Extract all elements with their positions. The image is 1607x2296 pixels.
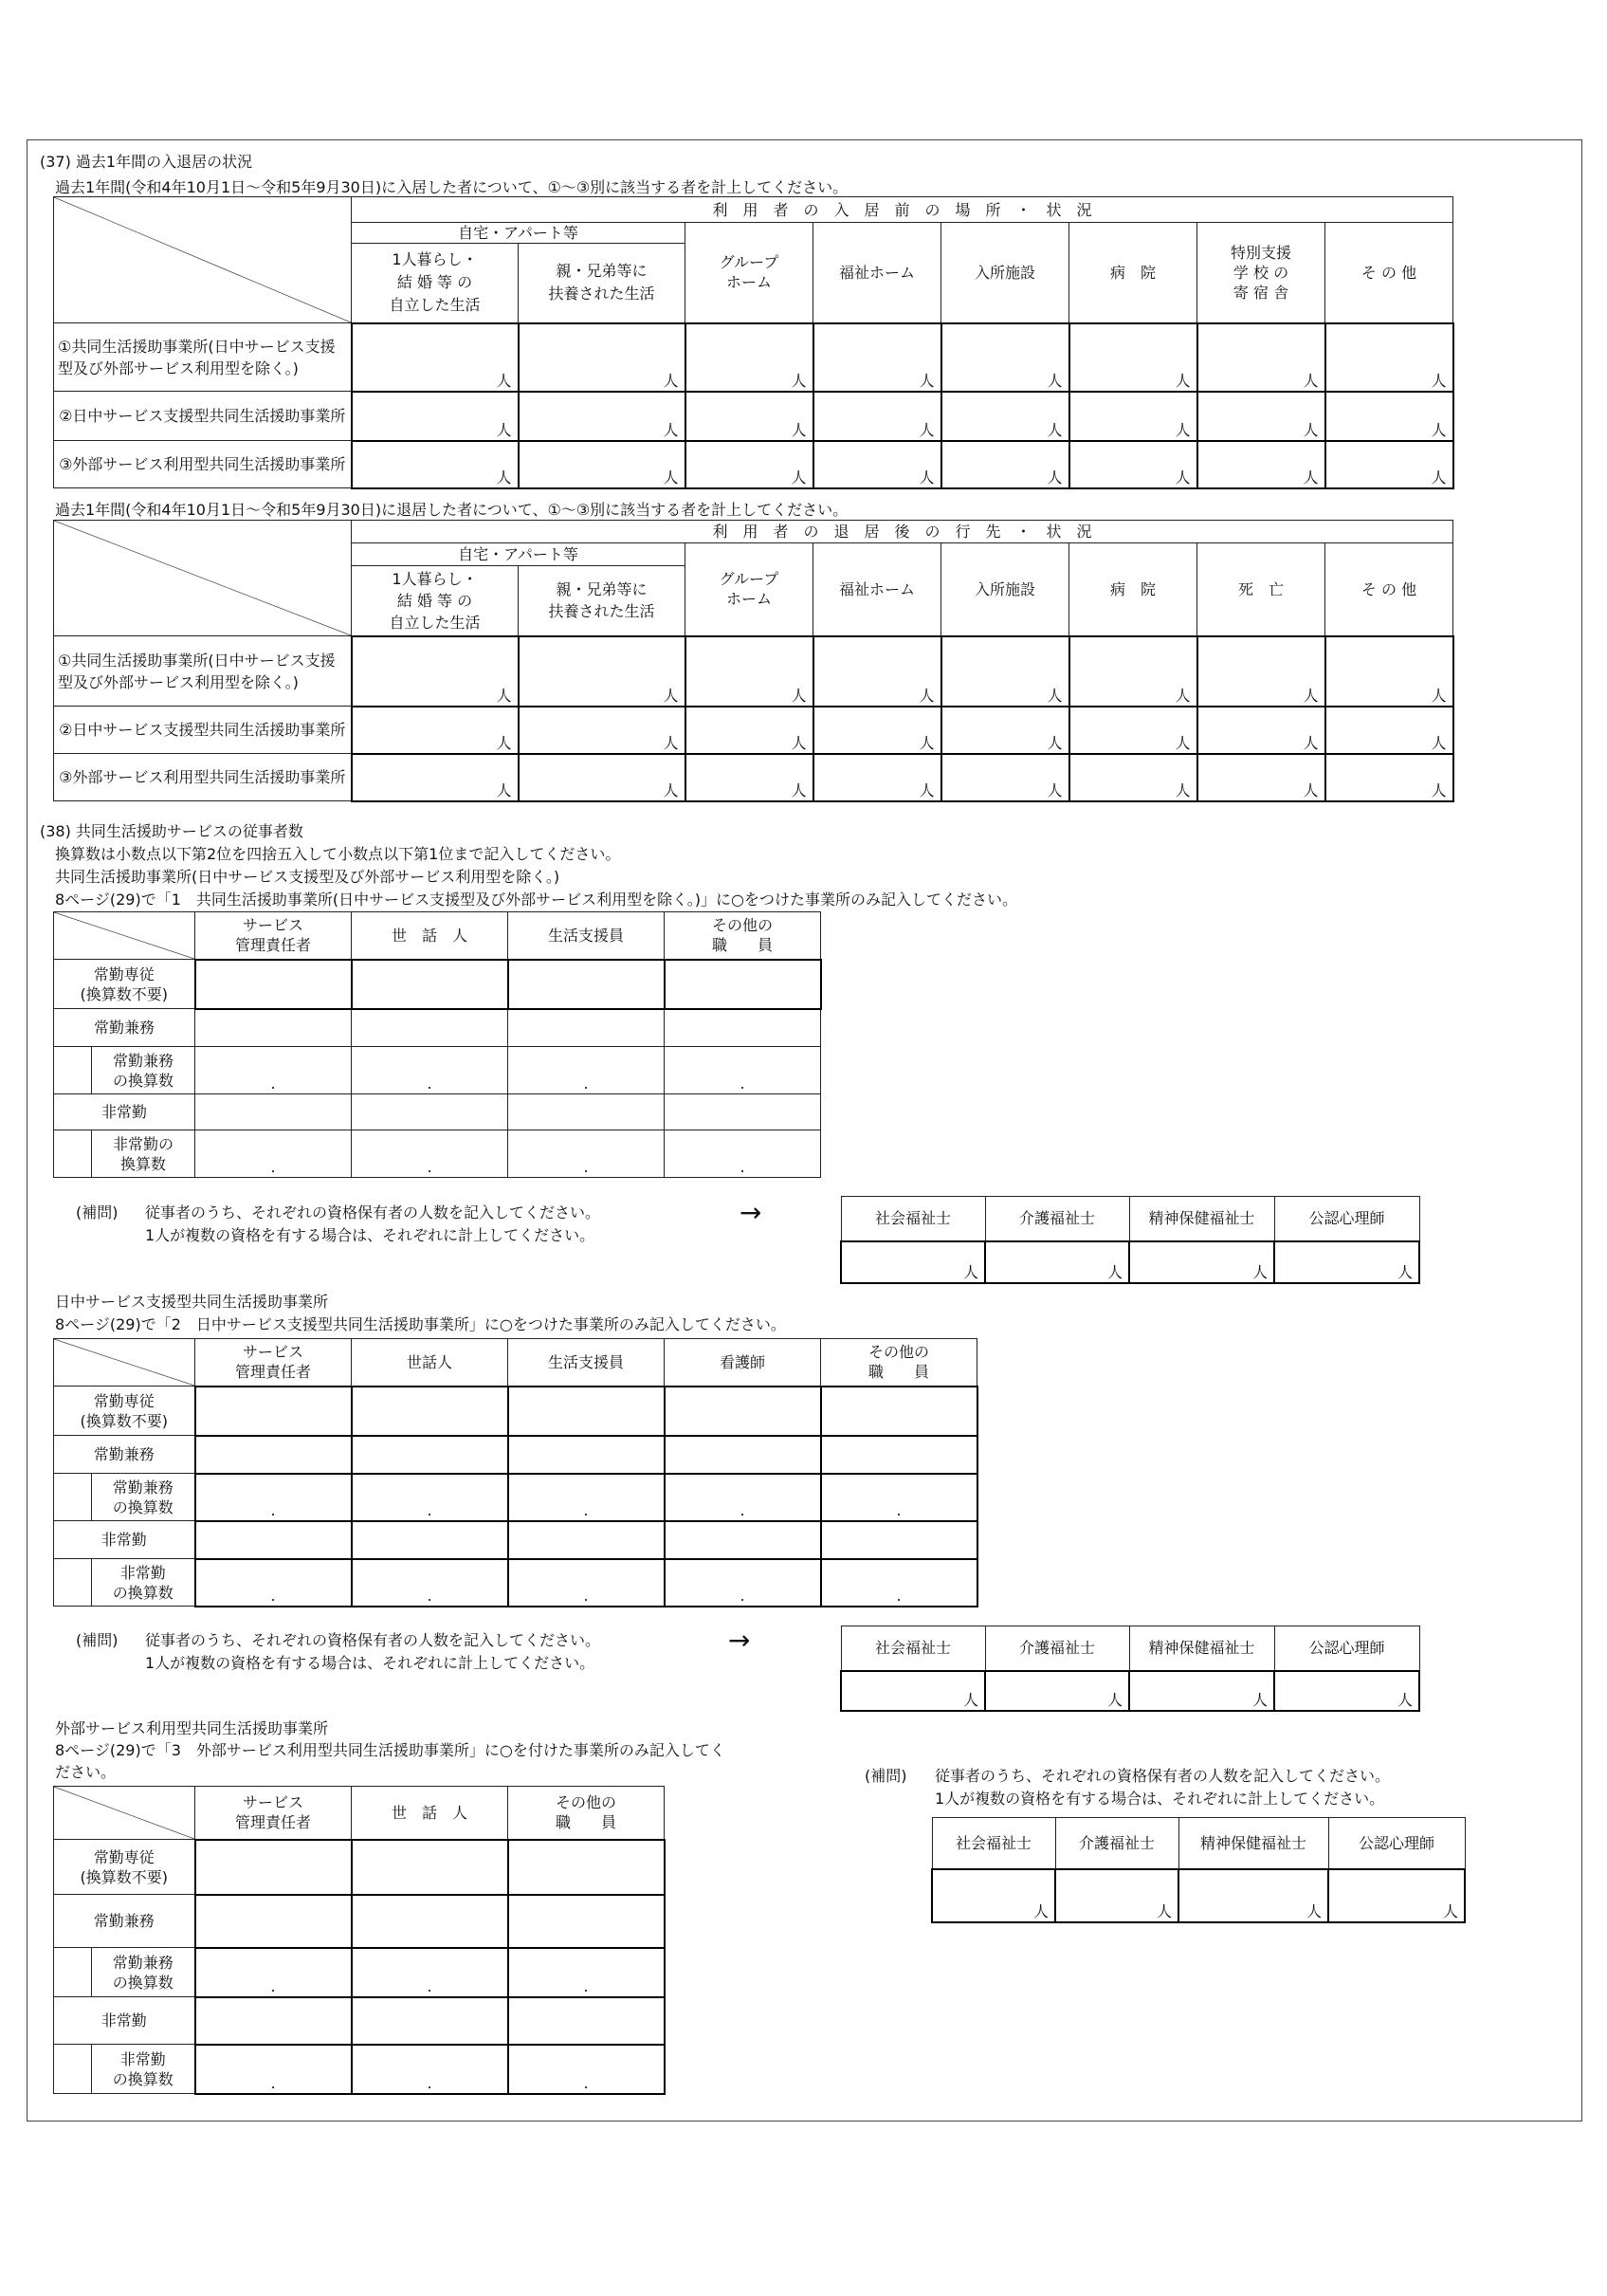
cell-unit[interactable]: 人 <box>1197 707 1325 754</box>
qual-psych-social-worker: 精神保健福祉士 <box>1129 1626 1274 1671</box>
decimal-cell[interactable]: . <box>508 1130 665 1178</box>
decimal-cell[interactable]: . <box>352 1559 508 1607</box>
cell-unit[interactable]: 人 <box>985 1671 1129 1711</box>
cell-unit[interactable]: 人 <box>1197 323 1325 392</box>
cell-unit[interactable]: 人 <box>1129 1241 1274 1283</box>
cell-unit[interactable]: 人 <box>932 1869 1055 1922</box>
decimal-cell[interactable]: . <box>665 1559 821 1607</box>
qual-social-worker: 社会福祉士 <box>841 1626 985 1671</box>
input-cell[interactable] <box>508 1521 665 1559</box>
sub3-note: 8ページ(29)で「3 外部サービス利用型共同生活援助事業所」に○を付けた事業所のみ記入してく ださい。 <box>55 1741 725 1781</box>
input-cell[interactable] <box>821 1436 977 1474</box>
cell-unit[interactable]: 人 <box>1069 392 1197 441</box>
row-part-conv: 非常勤 の換算数 <box>92 1559 195 1607</box>
cell-unit[interactable]: 人 <box>941 707 1069 754</box>
cell-unit[interactable]: 人 <box>813 441 941 488</box>
supp-text-1: 従事者のうち、それぞれの資格保有者の人数を記入してください。 <box>145 1203 601 1221</box>
qual-social-worker: 社会福祉士 <box>841 1197 985 1241</box>
cell-unit[interactable]: 人 <box>352 707 519 754</box>
supp-text-2: 1人が複数の資格を有する場合は、それぞれに計上してください。 <box>935 1790 1385 1808</box>
row-part: 非常勤 <box>54 1094 195 1130</box>
cell-unit[interactable]: 人 <box>519 441 685 488</box>
cell-unit[interactable]: 人 <box>941 754 1069 801</box>
col-in-7: 特別支援 学 校 の 寄 宿 舎 <box>1197 223 1325 323</box>
cell-unit[interactable]: 人 <box>1069 707 1197 754</box>
input-cell[interactable] <box>352 1094 508 1130</box>
cell-unit[interactable]: 人 <box>519 707 685 754</box>
quals-table-1 <box>840 1196 1420 1284</box>
cell-unit[interactable]: 人 <box>1325 392 1453 441</box>
col-service-manager: サービス 管理責任者 <box>195 1787 352 1840</box>
cell-unit[interactable]: 人 <box>1274 1241 1419 1283</box>
diagonal-header-cell <box>54 912 195 960</box>
input-cell[interactable] <box>195 1997 352 2045</box>
section-37-title: (37) 過去1年間の入退居の状況 <box>40 153 253 171</box>
cell-unit[interactable]: 人 <box>1325 707 1453 754</box>
cell-unit[interactable]: 人 <box>1197 392 1325 441</box>
decimal-cell[interactable]: . <box>195 1948 352 1997</box>
col-out-5: 入所施設 <box>941 543 1069 636</box>
input-cell[interactable] <box>352 1009 508 1047</box>
decimal-cell[interactable]: . <box>821 1474 977 1521</box>
cell-unit[interactable]: 人 <box>841 1241 985 1283</box>
col-life-support: 生活支援員 <box>508 1339 665 1387</box>
input-cell[interactable] <box>665 960 821 1009</box>
staff-table-2 <box>53 1338 978 1607</box>
staff-table-3 <box>53 1786 666 2095</box>
supp-label: (補問) <box>76 1203 119 1221</box>
col-in-3: グループ ホーム <box>685 223 813 323</box>
row-part-conv: 非常勤 の換算数 <box>92 2045 195 2094</box>
input-cell[interactable] <box>195 1094 352 1130</box>
input-cell[interactable] <box>195 1521 352 1559</box>
row-label-2: ②日中サービス支援型共同生活援助事業所 <box>54 392 352 441</box>
input-cell[interactable] <box>508 1840 665 1895</box>
input-cell[interactable] <box>352 1521 508 1559</box>
cell-unit[interactable]: 人 <box>813 323 941 392</box>
decimal-cell[interactable]: . <box>352 2045 508 2094</box>
cell-unit[interactable]: 人 <box>813 392 941 441</box>
qual-psychologist: 公認心理師 <box>1274 1197 1419 1241</box>
decimal-cell[interactable]: . <box>195 1559 352 1607</box>
input-cell[interactable] <box>352 1840 508 1895</box>
section-37-in-lead: 過去1年間(令和4年10月1日～令和5年9月30日)に入居した者について、①～③別に該当する者を計上してください。 <box>55 178 849 196</box>
table-move-out <box>53 520 1454 802</box>
cell-unit[interactable]: 人 <box>685 323 813 392</box>
col-other-staff: その他の 職 員 <box>821 1339 977 1387</box>
section-37-out-lead: 過去1年間(令和4年10月1日～令和5年9月30日)に退居した者について、①～③別に該当する者を計上してください。 <box>55 501 849 519</box>
cell-unit[interactable]: 人 <box>841 1671 985 1711</box>
input-cell[interactable] <box>508 960 665 1009</box>
cell-unit[interactable]: 人 <box>352 754 519 801</box>
decimal-cell[interactable]: . <box>352 1130 508 1178</box>
decimal-cell[interactable]: . <box>508 1047 665 1094</box>
supp-text-2: 1人が複数の資格を有する場合は、それぞれに計上してください。 <box>145 1654 595 1672</box>
cell-unit[interactable]: 人 <box>1325 754 1453 801</box>
qual-care-worker: 介護福祉士 <box>985 1626 1129 1671</box>
row-full-dual-conv: 常勤兼務 の換算数 <box>92 1047 195 1094</box>
cell-unit[interactable]: 人 <box>1197 636 1325 707</box>
arrow-right-icon: → <box>740 1197 762 1228</box>
quals-table-2 <box>840 1626 1420 1712</box>
move-out-header: 利 用 者 の 退 居 後 の 行 先 ・ 状 況 <box>352 521 1453 543</box>
row-label-1: ①共同生活援助事業所(日中サービス支援型及び外部サービス利用型を除く。) <box>54 323 352 392</box>
input-cell[interactable] <box>195 1436 352 1474</box>
input-cell[interactable] <box>195 1840 352 1895</box>
decimal-cell[interactable]: . <box>195 1474 352 1521</box>
row-full-dual: 常勤兼務 <box>54 1009 195 1047</box>
row-label-3: ③外部サービス利用型共同生活援助事業所 <box>54 754 352 801</box>
col-caretaker: 世話人 <box>352 1339 508 1387</box>
decimal-cell[interactable]: . <box>508 1948 665 1997</box>
col-in-2: 親・兄弟等に 扶養された生活 <box>519 244 685 323</box>
cell-unit[interactable]: 人 <box>519 392 685 441</box>
input-cell[interactable] <box>665 1387 821 1436</box>
col-other-staff: その他の 職 員 <box>508 1787 665 1840</box>
input-cell[interactable] <box>352 1387 508 1436</box>
row-full-dual-conv: 常勤兼務 の換算数 <box>92 1948 195 1997</box>
diagonal-header-cell <box>54 521 352 636</box>
col-service-manager: サービス 管理責任者 <box>195 1339 352 1387</box>
row-part: 非常勤 <box>54 1997 195 2045</box>
col-out-8: そ の 他 <box>1325 543 1453 636</box>
cell-unit[interactable]: 人 <box>941 323 1069 392</box>
decimal-cell[interactable]: . <box>352 1474 508 1521</box>
sub2-note: 8ページ(29)で「2 日中サービス支援型共同生活援助事業所」に○をつけた事業所のみ記入してください。 <box>55 1315 786 1333</box>
sub2-title: 日中サービス支援型共同生活援助事業所 <box>55 1293 329 1311</box>
cell-unit[interactable]: 人 <box>941 441 1069 488</box>
col-out-7: 死 亡 <box>1197 543 1325 636</box>
input-cell[interactable] <box>195 1895 352 1948</box>
cell-unit[interactable]: 人 <box>519 754 685 801</box>
row-full-only: 常勤専従 (換算数不要) <box>54 960 195 1009</box>
qual-psych-social-worker: 精神保健福祉士 <box>1129 1197 1274 1241</box>
supp-text-1: 従事者のうち、それぞれの資格保有者の人数を記入してください。 <box>145 1631 601 1649</box>
col-other-staff: その他の 職 員 <box>665 912 821 960</box>
move-in-header: 利 用 者 の 入 居 前 の 場 所 ・ 状 況 <box>352 197 1453 223</box>
cell-unit[interactable]: 人 <box>1325 636 1453 707</box>
row-full-only: 常勤専従 (換算数不要) <box>54 1387 195 1436</box>
input-cell[interactable] <box>508 1009 665 1047</box>
cell-unit[interactable]: 人 <box>1328 1869 1465 1922</box>
col-in-6: 病 院 <box>1069 223 1197 323</box>
col-out-6: 病 院 <box>1069 543 1197 636</box>
input-cell[interactable] <box>665 1436 821 1474</box>
section-38-title: (38) 共同生活援助サービスの従事者数 <box>40 822 303 840</box>
home-group-header: 自宅・アパート等 <box>352 543 685 566</box>
col-in-4: 福祉ホーム <box>813 223 941 323</box>
diagonal-header-cell <box>54 197 352 323</box>
cell-unit[interactable]: 人 <box>352 441 519 488</box>
row-part-conv: 非常勤の 換算数 <box>92 1130 195 1178</box>
col-life-support: 生活支援員 <box>508 912 665 960</box>
decimal-cell[interactable]: . <box>195 2045 352 2094</box>
input-cell[interactable] <box>508 1387 665 1436</box>
cell-unit[interactable]: 人 <box>941 636 1069 707</box>
qual-care-worker: 介護福祉士 <box>985 1197 1129 1241</box>
col-in-8: そ の 他 <box>1325 223 1453 323</box>
decimal-cell[interactable]: . <box>195 1047 352 1094</box>
sub1-note: 8ページ(29)で「1 共同生活援助事業所(日中サービス支援型及び外部サービス利用型を除く。)」に○をつけた事業所のみ記入してください。 <box>55 891 1018 909</box>
qual-psychologist: 公認心理師 <box>1328 1818 1465 1869</box>
cell-unit[interactable]: 人 <box>1197 754 1325 801</box>
staff-table-1 <box>53 911 822 1178</box>
qual-social-worker: 社会福祉士 <box>932 1818 1055 1869</box>
cell-unit[interactable]: 人 <box>352 323 519 392</box>
input-cell[interactable] <box>665 1009 821 1047</box>
input-cell[interactable] <box>665 1094 821 1130</box>
quals-table-3 <box>931 1817 1466 1923</box>
cell-unit[interactable]: 人 <box>352 636 519 707</box>
qual-psych-social-worker: 精神保健福祉士 <box>1178 1818 1328 1869</box>
cell-unit[interactable]: 人 <box>685 707 813 754</box>
cell-unit[interactable]: 人 <box>1274 1671 1419 1711</box>
supp-text-2: 1人が複数の資格を有する場合は、それぞれに計上してください。 <box>145 1226 595 1244</box>
col-caretaker: 世 話 人 <box>352 1787 508 1840</box>
cell-unit[interactable]: 人 <box>685 392 813 441</box>
decimal-cell[interactable]: . <box>508 1474 665 1521</box>
cell-unit[interactable]: 人 <box>1129 1671 1274 1711</box>
decimal-cell[interactable]: . <box>665 1047 821 1094</box>
input-cell[interactable] <box>821 1387 977 1436</box>
cell-unit[interactable]: 人 <box>1069 441 1197 488</box>
col-service-manager: サービス 管理責任者 <box>195 912 352 960</box>
diagonal-header-cell <box>54 1787 195 1840</box>
qual-care-worker: 介護福祉士 <box>1055 1818 1178 1869</box>
supp-text-1: 従事者のうち、それぞれの資格保有者の人数を記入してください。 <box>935 1767 1391 1785</box>
cell-unit[interactable]: 人 <box>685 636 813 707</box>
cell-unit[interactable]: 人 <box>813 707 941 754</box>
row-label-3: ③外部サービス利用型共同生活援助事業所 <box>54 441 352 488</box>
cell-unit[interactable]: 人 <box>685 441 813 488</box>
supp-label: (補問) <box>865 1767 907 1785</box>
decimal-cell[interactable]: . <box>821 1559 977 1607</box>
input-cell[interactable] <box>352 960 508 1009</box>
cell-unit[interactable]: 人 <box>352 392 519 441</box>
cell-unit[interactable]: 人 <box>1055 1869 1178 1922</box>
sub3-title: 外部サービス利用型共同生活援助事業所 <box>55 1719 329 1737</box>
row-label-1: ①共同生活援助事業所(日中サービス支援型及び外部サービス利用型を除く。) <box>54 636 352 707</box>
section-38-note: 換算数は小数点以下第2位を四捨五入して小数点以下第1位まで記入してください。 <box>55 845 621 863</box>
row-full-only: 常勤専従 (換算数不要) <box>54 1840 195 1895</box>
col-caretaker: 世 話 人 <box>352 912 508 960</box>
col-nurse: 看護師 <box>665 1339 821 1387</box>
cell-unit[interactable]: 人 <box>941 392 1069 441</box>
input-cell[interactable] <box>352 1997 508 2045</box>
input-cell[interactable] <box>665 1521 821 1559</box>
row-label-2: ②日中サービス支援型共同生活援助事業所 <box>54 707 352 754</box>
col-out-2: 親・兄弟等に 扶養された生活 <box>519 566 685 636</box>
cell-unit[interactable]: 人 <box>519 323 685 392</box>
supp-label: (補問) <box>76 1631 119 1649</box>
row-part: 非常勤 <box>54 1521 195 1559</box>
input-cell[interactable] <box>508 1436 665 1474</box>
arrow-right-icon: → <box>728 1625 751 1656</box>
decimal-cell[interactable]: . <box>352 1948 508 1997</box>
cell-unit[interactable]: 人 <box>1325 441 1453 488</box>
decimal-cell[interactable]: . <box>508 2045 665 2094</box>
input-cell[interactable] <box>352 1436 508 1474</box>
diagonal-header-cell <box>54 1339 195 1387</box>
row-full-dual: 常勤兼務 <box>54 1436 195 1474</box>
decimal-cell[interactable]: . <box>352 1047 508 1094</box>
decimal-cell[interactable]: . <box>195 1130 352 1178</box>
cell-unit[interactable]: 人 <box>1325 323 1453 392</box>
col-in-5: 入所施設 <box>941 223 1069 323</box>
col-out-3: グループ ホーム <box>685 543 813 636</box>
sub1-title: 共同生活援助事業所(日中サービス支援型及び外部サービス利用型を除く。) <box>55 868 560 886</box>
input-cell[interactable] <box>352 1895 508 1948</box>
col-in-1: 1人暮らし・ 結 婚 等 の 自立した生活 <box>352 244 519 323</box>
input-cell[interactable] <box>195 1387 352 1436</box>
qual-psychologist: 公認心理師 <box>1274 1626 1419 1671</box>
input-cell[interactable] <box>508 1094 665 1130</box>
cell-unit[interactable]: 人 <box>1069 636 1197 707</box>
decimal-cell[interactable]: . <box>665 1474 821 1521</box>
col-out-4: 福祉ホーム <box>813 543 941 636</box>
cell-unit[interactable]: 人 <box>1069 323 1197 392</box>
input-cell[interactable] <box>821 1521 977 1559</box>
input-cell[interactable] <box>508 1997 665 2045</box>
cell-unit[interactable]: 人 <box>519 636 685 707</box>
cell-unit[interactable]: 人 <box>1069 754 1197 801</box>
input-cell[interactable] <box>195 1009 352 1047</box>
table-move-in <box>53 196 1454 489</box>
row-full-dual-conv: 常勤兼務 の換算数 <box>92 1474 195 1521</box>
cell-unit[interactable]: 人 <box>813 636 941 707</box>
cell-unit[interactable]: 人 <box>985 1241 1129 1283</box>
decimal-cell[interactable]: . <box>665 1130 821 1178</box>
row-full-dual: 常勤兼務 <box>54 1895 195 1948</box>
col-out-1: 1人暮らし・ 結 婚 等 の 自立した生活 <box>352 566 519 636</box>
home-group-header: 自宅・アパート等 <box>352 223 685 244</box>
decimal-cell[interactable]: . <box>508 1559 665 1607</box>
input-cell[interactable] <box>508 1895 665 1948</box>
input-cell[interactable] <box>195 960 352 1009</box>
cell-unit[interactable]: 人 <box>1178 1869 1328 1922</box>
cell-unit[interactable]: 人 <box>1197 441 1325 488</box>
cell-unit[interactable]: 人 <box>685 754 813 801</box>
cell-unit[interactable]: 人 <box>813 754 941 801</box>
